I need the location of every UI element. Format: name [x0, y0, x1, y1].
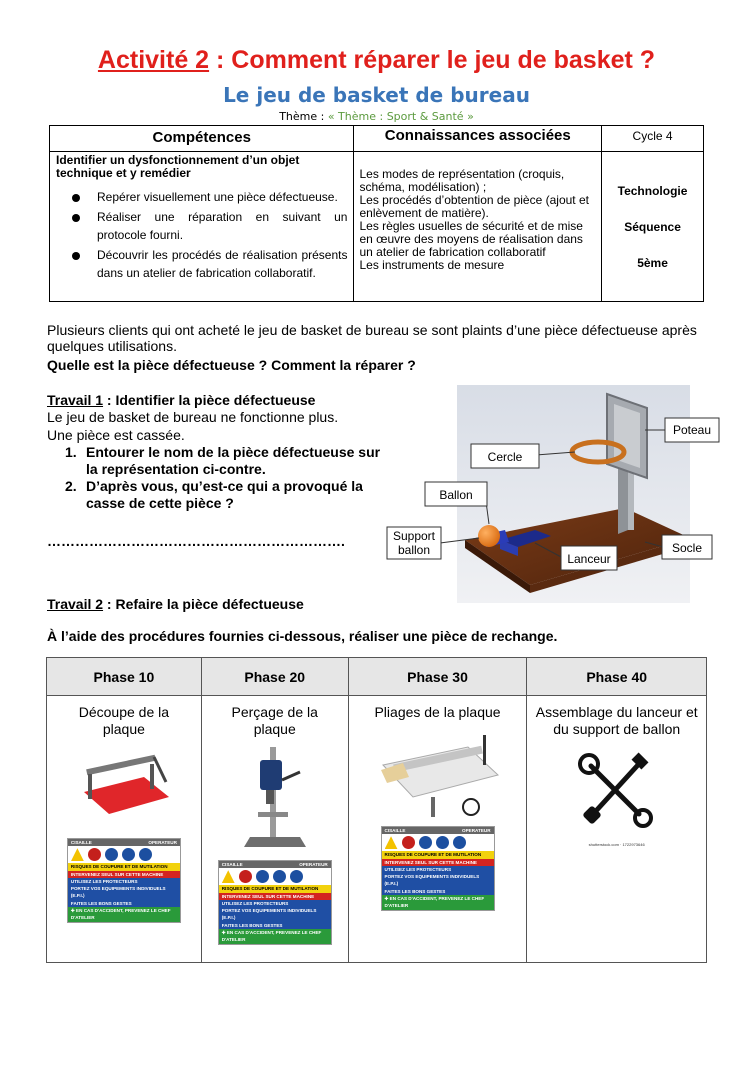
travail1-title: : Identifier la pièce défectueuse	[103, 392, 316, 408]
competences-table	[49, 125, 704, 302]
bender-leg	[431, 797, 435, 817]
safety-protectors: UTILISEZ LES PROTECTEURS	[68, 878, 180, 885]
safety-operator: OPERATEUR	[462, 828, 491, 833]
safety-machine: CISAILLE	[221, 862, 243, 867]
safety-accident-text: EN CAS D'ACCIDENT, PREVENEZ LE CHEF D'ATELIER	[221, 930, 322, 943]
safety-epi: PORTEZ VOS EQUIPEMENTS INDIVIDUELS (E.P.I.)	[382, 873, 494, 888]
safety-header	[68, 839, 180, 846]
safety-epi: PORTEZ VOS EQUIPEMENTS INDIVIDUELS (E.P.I.)	[68, 885, 180, 900]
bending-machine-image	[373, 725, 503, 820]
shear-machine-image	[74, 752, 174, 822]
shear-leg	[150, 764, 154, 789]
shear-leg	[88, 774, 92, 799]
no-access-icon	[239, 870, 252, 883]
safety-gestures: FAITES LES BONS GESTES	[382, 888, 494, 895]
travail1-line2: Une pièce est cassée.	[47, 427, 185, 443]
discipline: Technologie	[617, 184, 688, 198]
travail2-instruction: À l’aide des procédures fournies ci-dessous, réaliser une pièce de rechange.	[47, 628, 558, 644]
safety-header	[382, 827, 494, 834]
knowledge-item: Les modes de représentation (croquis, schéma, modélisation) ;	[359, 167, 565, 194]
glasses-icon	[453, 836, 466, 849]
label-cercle: Cercle	[487, 450, 523, 464]
travail2-label: Travail 2	[47, 596, 104, 612]
phase-40-header: Phase 40	[527, 658, 707, 696]
boots-icon	[273, 870, 286, 883]
phase-30-cell	[348, 696, 527, 963]
safety-panel	[67, 838, 181, 923]
safety-risk: RISQUES DE COUPURE ET DE MUTILATION	[382, 851, 494, 858]
knowledge-cell	[354, 152, 602, 302]
theme-label: Thème :	[279, 110, 328, 123]
label-support-2: ballon	[397, 543, 431, 557]
intro-question: Quelle est la pièce défectueuse ? Comment la réparer ?	[47, 357, 416, 373]
safety-panel	[218, 860, 332, 945]
safety-operator: OPERATEUR	[299, 862, 328, 867]
discipline-cell	[602, 152, 704, 302]
competence-item: Découvrir les procédés de réalisation présents dans un atelier de fabrication collaboratif.	[56, 246, 347, 282]
task-1-text: Entourer le nom de la pièce défectueuse sur la représentation ci-contre.	[86, 444, 381, 477]
competence-item: Repérer visuellement une pièce défectueuse.	[56, 188, 347, 206]
phase-10-desc: Découpe de la plaque	[78, 704, 170, 737]
drill-base	[244, 837, 306, 847]
travail1-label: Travail 1	[47, 392, 104, 408]
shear-lever	[154, 757, 166, 782]
glasses-icon	[139, 848, 152, 861]
competences-cell	[50, 152, 354, 302]
safety-icons	[382, 834, 494, 851]
power-cord	[463, 799, 479, 815]
theme-line	[0, 110, 753, 123]
safety-protectors: UTILISEZ LES PROTECTEURS	[382, 866, 494, 873]
safety-icons	[219, 868, 331, 885]
glasses-icon	[290, 870, 303, 883]
travail1-line1: Le jeu de basket de bureau ne fonctionne plus.	[47, 409, 339, 425]
head-competences: Compétences	[50, 126, 354, 152]
shear-sheet	[84, 777, 169, 814]
task-2: 2. D’après vous, qu’est-ce qui a provoqué la casse de cette pièce ?	[65, 478, 363, 511]
page-subtitle: Le jeu de basket de bureau	[223, 83, 530, 107]
task-1: 1. Entourer le nom de la pièce défectueuse sur la représentation ci-contre.	[65, 444, 381, 477]
activity-question: : Comment réparer le jeu de basket ?	[209, 46, 656, 74]
phase-40-desc: Assemblage du lanceur et du support de ballon	[535, 704, 698, 737]
warning-icon	[71, 848, 84, 861]
safety-gestures: FAITES LES BONS GESTES	[68, 900, 180, 907]
intro-text: Plusieurs clients qui ont acheté le jeu de basket de bureau se sont plaints d’une pièce défectueuse après quelques utilisations.	[47, 322, 697, 354]
safety-alone: INTERVENEZ SEUL SUR CETTE MACHINE	[219, 893, 331, 900]
phase-10-header: Phase 10	[47, 658, 202, 696]
phase-40-cell	[527, 696, 707, 963]
pole-shape	[618, 462, 628, 534]
safety-accident-text: EN CAS D'ACCIDENT, PREVENEZ LE CHEF D'ATELIER	[384, 896, 485, 909]
competence-title: Identifier un dysfonctionnement d’un objet technique et y remédier	[56, 153, 300, 180]
label-poteau: Poteau	[672, 423, 712, 437]
wrench-head	[580, 755, 598, 773]
gloves-icon	[105, 848, 118, 861]
task-2-text: D’après vous, qu’est-ce qui a provoqué la casse de cette pièce ?	[86, 478, 363, 511]
basket-game-figure	[385, 380, 720, 605]
safety-risk: RISQUES DE COUPURE ET DE MUTILATION	[219, 885, 331, 892]
safety-header	[219, 861, 331, 868]
safety-gestures: FAITES LES BONS GESTES	[219, 922, 331, 929]
drill-chuck	[266, 790, 274, 804]
safety-epi: PORTEZ VOS EQUIPEMENTS INDIVIDUELS (E.P.I.)	[219, 907, 331, 922]
label-socle: Socle	[671, 541, 703, 555]
activity-number: Activité 2	[97, 46, 210, 74]
travail2-heading	[47, 596, 717, 612]
competence-list	[56, 188, 347, 282]
safety-accident: ✚ EN CAS D'ACCIDENT, PREVENEZ LE CHEF D'ATELIER	[219, 929, 331, 944]
phase-30-desc: Pliages de la plaque	[374, 704, 501, 720]
level: 5ème	[637, 256, 668, 270]
bender-lever	[483, 735, 486, 765]
phase-20-header: Phase 20	[201, 658, 348, 696]
drill-table	[258, 812, 288, 817]
safety-accident-text: EN CAS D'ACCIDENT, PREVENEZ LE CHEF D'ATELIER	[70, 908, 171, 921]
safety-machine: CISAILLE	[70, 840, 92, 845]
shear-blade	[86, 755, 156, 775]
phase-30-header: Phase 30	[348, 658, 527, 696]
boots-icon	[436, 836, 449, 849]
safety-risk: RISQUES DE COUPURE ET DE MUTILATION	[68, 863, 180, 870]
wrench-tail	[635, 810, 651, 826]
phase-20-desc: Perçage de la plaque	[231, 704, 318, 737]
page-title	[0, 46, 753, 75]
label-ballon: Ballon	[439, 488, 473, 502]
head-knowledge: Connaissances associées	[354, 126, 602, 152]
knowledge-item: Les règles usuelles de sécurité et de mise en œuvre des moyens de réalisation dans un atelier de fabrication collaboratif	[359, 219, 583, 259]
safety-panel	[381, 826, 495, 911]
gloves-icon	[256, 870, 269, 883]
knowledge-item: Les procédés d’obtention de pièce (ajout et enlèvement de matière).	[359, 193, 589, 220]
tools-credit: shutterstock.com · 1722973646	[588, 842, 645, 847]
head-cycle: Cycle 4	[602, 126, 704, 152]
safety-accident: ✚ EN CAS D'ACCIDENT, PREVENEZ LE CHEF D'ATELIER	[382, 895, 494, 910]
label-lanceur: Lanceur	[567, 552, 611, 566]
safety-icons	[68, 846, 180, 863]
safety-operator: OPERATEUR	[148, 840, 177, 845]
phase-10-cell	[47, 696, 202, 963]
phase-20-cell	[201, 696, 348, 963]
warning-icon	[385, 836, 398, 849]
no-access-icon	[88, 848, 101, 861]
knowledge-item: Les instruments de mesure	[359, 258, 505, 272]
warning-icon	[222, 870, 235, 883]
safety-alone: INTERVENEZ SEUL SUR CETTE MACHINE	[68, 871, 180, 878]
safety-protectors: UTILISEZ LES PROTECTEURS	[219, 900, 331, 907]
boots-icon	[122, 848, 135, 861]
travail1-tasks	[65, 444, 395, 512]
drill-handle	[282, 772, 300, 780]
theme-value: « Thème : Sport & Santé »	[327, 110, 474, 123]
gloves-icon	[419, 836, 432, 849]
drill-press-image	[240, 742, 310, 852]
answer-dots: ……………………………………………………….	[47, 533, 345, 549]
safety-alone: INTERVENEZ SEUL SUR CETTE MACHINE	[382, 859, 494, 866]
safety-machine: CISAILLE	[384, 828, 406, 833]
safety-accident: ✚ EN CAS D'ACCIDENT, PREVENEZ LE CHEF D'ATELIER	[68, 907, 180, 922]
drill-motor	[260, 760, 282, 790]
tools-icon	[577, 752, 657, 828]
label-support-1: Support	[392, 529, 436, 543]
competence-item: Réaliser une réparation en suivant un protocole fourni.	[56, 208, 347, 244]
sequence: Séquence	[624, 220, 681, 234]
phases-table	[46, 657, 707, 963]
travail2-title: : Refaire la pièce défectueuse	[103, 596, 304, 612]
ball-shape	[478, 525, 500, 547]
no-access-icon	[402, 836, 415, 849]
